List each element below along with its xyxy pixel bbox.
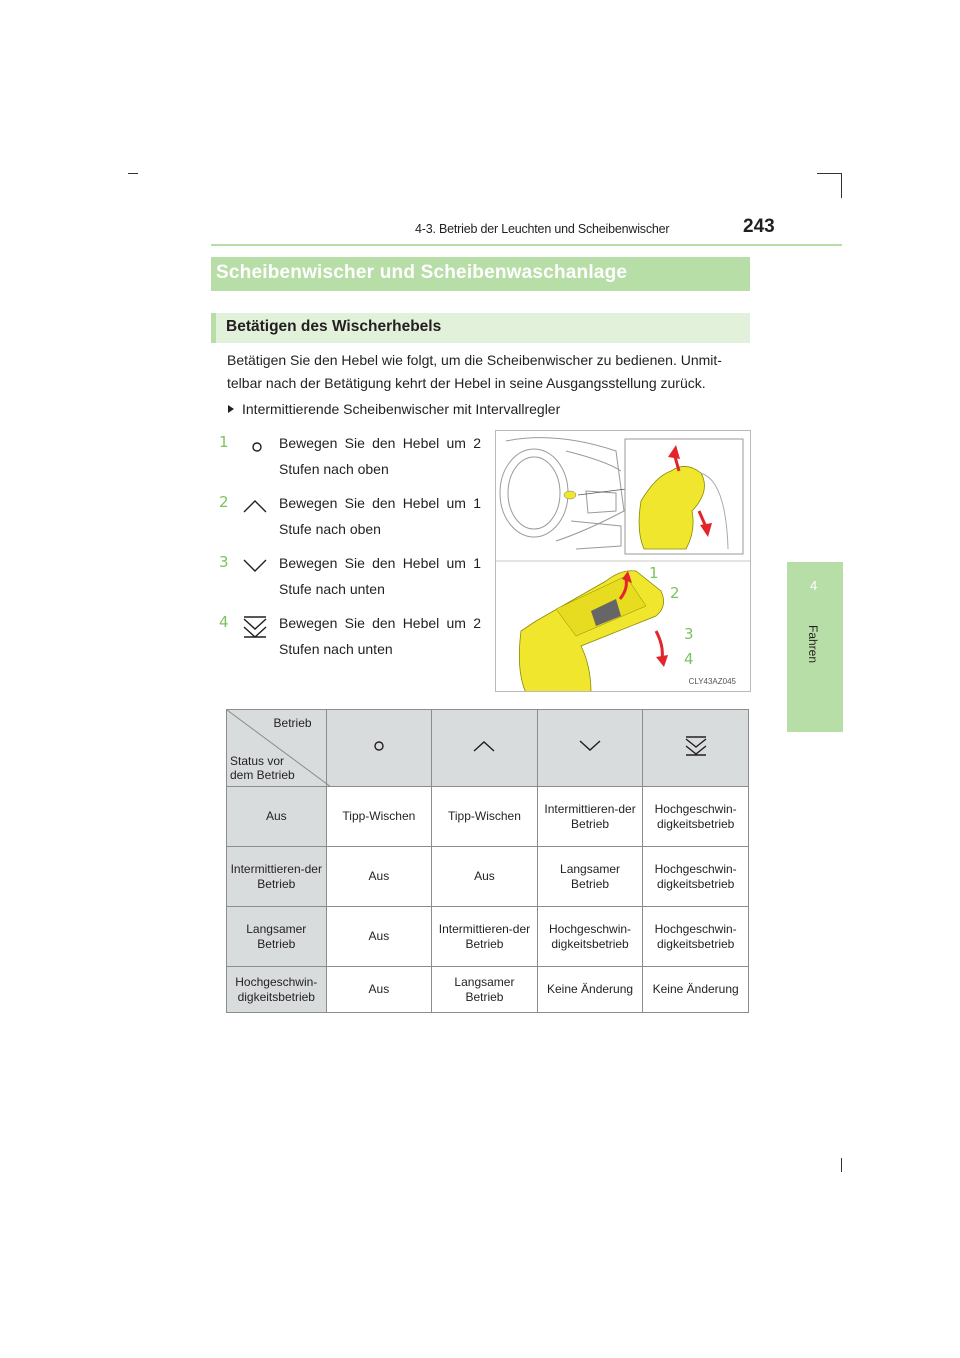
table-cell: Hochgeschwin-digkeitsbetrieb: [643, 907, 749, 967]
column-header-double-down: [643, 710, 749, 787]
table-cell: Hochgeschwin-digkeitsbetrieb: [643, 787, 749, 847]
crop-mark: [841, 1158, 842, 1172]
table-cell: Aus: [326, 907, 432, 967]
up-triangle-icon: [242, 498, 268, 514]
triangle-bullet-icon: [228, 405, 234, 413]
subsection-title: Betätigen des Wischerhebels: [226, 318, 442, 335]
table-cell: Keine Änderung: [537, 967, 643, 1013]
item-text-4: Bewegen Sie den Hebel um 2 Stufen nach unten: [279, 615, 481, 657]
figure-callout-4: 4: [684, 650, 694, 668]
wiper-lever-illustration: [496, 431, 751, 692]
bullet-text: Intermittierende Scheibenwischer mit Intervallregler: [242, 401, 561, 417]
item-text-2: Bewegen Sie den Hebel um 1 Stufe nach oben: [279, 495, 481, 537]
crop-mark: [817, 173, 842, 174]
chapter-label: Fahren: [806, 625, 820, 664]
bullet-line: [228, 401, 560, 417]
item-number-2: 2: [219, 493, 229, 511]
figure-code: CLY43AZ045: [688, 677, 736, 686]
table-cell: Intermittieren-der Betrieb: [432, 907, 538, 967]
row-status: Hochgeschwin-digkeitsbetrieb: [227, 967, 327, 1013]
item-number-3: 3: [219, 553, 229, 571]
double-down-triangle-icon: [242, 615, 268, 639]
item-text-3: Bewegen Sie den Hebel um 1 Stufe nach unten: [279, 555, 481, 597]
wiper-lever-figure: [495, 430, 751, 692]
table-row: [227, 847, 749, 907]
intro-paragraph: Betätigen Sie den Hebel wie folgt, um die Scheibenwischer zu bedienen. Unmit-telbar nach der Betätigung kehrt der Hebel in seine Ausgangsstellung zurück.: [227, 352, 722, 391]
column-header-up: [432, 710, 538, 787]
column-header-mist: [326, 710, 432, 787]
table-cell: Aus: [326, 847, 432, 907]
table-row: [227, 967, 749, 1013]
figure-callout-1: 1: [649, 564, 659, 582]
corner-status-label: Status vor dem Betrieb: [230, 754, 295, 782]
table-cell: Aus: [326, 967, 432, 1013]
page-number: 243: [743, 216, 775, 237]
double-down-triangle-icon: [683, 735, 709, 757]
mist-circle-icon: [372, 739, 386, 753]
row-status: Intermittieren-der Betrieb: [227, 847, 327, 907]
row-status: Langsamer Betrieb: [227, 907, 327, 967]
down-triangle-icon: [577, 739, 603, 753]
row-status: Aus: [227, 787, 327, 847]
table-cell: Aus: [432, 847, 538, 907]
mist-circle-icon: [250, 440, 264, 454]
crop-mark: [841, 173, 842, 198]
running-header: 4-3. Betrieb der Leuchten und Scheibenwischer: [415, 222, 670, 236]
table-cell: Tipp-Wischen: [432, 787, 538, 847]
table-cell: Langsamer Betrieb: [432, 967, 538, 1013]
table-cell: Tipp-Wischen: [326, 787, 432, 847]
table-cell: Keine Änderung: [643, 967, 749, 1013]
table-row: [227, 907, 749, 967]
corner-operation-label: Betrieb: [273, 716, 312, 730]
figure-callout-2: 2: [670, 584, 680, 602]
figure-callout-3: 3: [684, 625, 694, 643]
wiper-mode-table: [226, 709, 749, 1013]
item-number-4: 4: [219, 613, 229, 631]
table-corner: [227, 710, 327, 787]
table-cell: Langsamer Betrieb: [537, 847, 643, 907]
up-triangle-icon: [471, 739, 497, 753]
item-text-1: Bewegen Sie den Hebel um 2 Stufen nach oben: [279, 435, 481, 477]
header-rule: [211, 244, 842, 246]
down-triangle-icon: [242, 558, 268, 574]
item-number-1: 1: [219, 433, 229, 451]
subsection-accent: [211, 313, 216, 343]
section-title: Scheibenwischer und Scheibenwaschanlage: [216, 262, 628, 283]
chapter-number: 4: [810, 578, 818, 593]
table-cell: Hochgeschwin-digkeitsbetrieb: [537, 907, 643, 967]
table-row: [227, 787, 749, 847]
crop-mark: [128, 173, 138, 174]
table-cell: Hochgeschwin-digkeitsbetrieb: [643, 847, 749, 907]
table-cell: Intermittieren-der Betrieb: [537, 787, 643, 847]
column-header-down: [537, 710, 643, 787]
